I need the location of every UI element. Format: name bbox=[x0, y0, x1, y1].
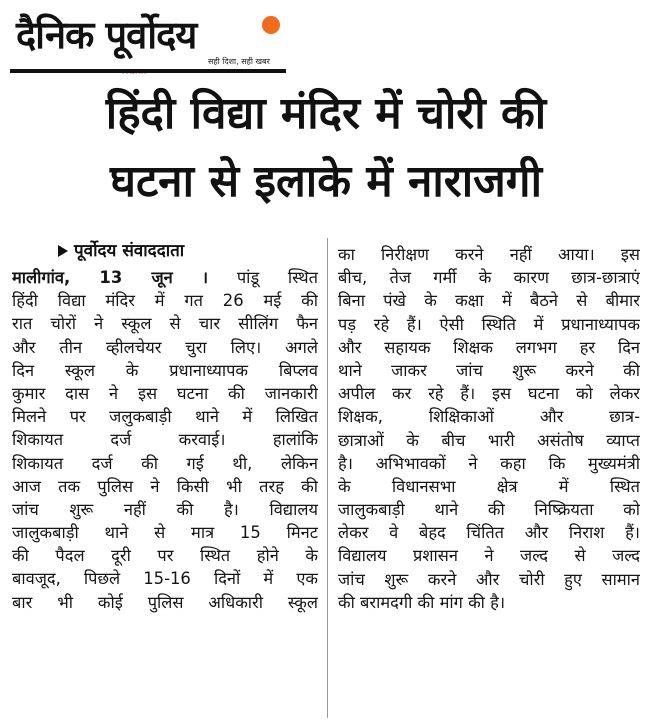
masthead bbox=[10, 6, 300, 72]
newspaper-logo: दैनिक पूर्वोदय bbox=[16, 13, 197, 57]
byline bbox=[58, 238, 184, 261]
article-line: जांच शुरू नहीं की है। विद्यालय bbox=[12, 499, 318, 519]
article-line: मालीगांव, 13 जून । पांडू स्थित bbox=[12, 268, 318, 287]
dateline: मालीगांव, 13 जून । bbox=[12, 268, 209, 287]
article-line: मिलने पर जलुकबाड़ी थाने में लिखित bbox=[12, 407, 318, 427]
article-column-1 bbox=[12, 266, 318, 614]
article-line: रात चोरों ने स्कूल से चार सीलिंग फैन bbox=[12, 314, 318, 334]
arrow-icon bbox=[58, 245, 68, 257]
headline bbox=[16, 80, 636, 216]
byline-text: पूर्वोदय संवाददाता bbox=[74, 241, 185, 261]
article-line: बावजूद, पिछले 15-16 दिनों में एक bbox=[12, 569, 318, 589]
article-line: शिक्षक, शिक्षिकाओं और छात्र- bbox=[338, 407, 640, 427]
headline-line-1: हिंदी विद्या मंदिर में चोरी की bbox=[105, 88, 547, 139]
article-line: हिंदी विद्या मंदिर में गत 26 मई की bbox=[12, 291, 318, 311]
article-line: छात्राओं के बीच भारी असंतोष व्याप्त bbox=[338, 430, 640, 450]
article-line: अपील कर रहे हैं। इस घटना को लेकर bbox=[338, 384, 640, 404]
article-line: दिन स्कूल के प्रधानाध्यापक बिप्लव bbox=[12, 360, 318, 380]
tagline: सही दिशा, सही खबर bbox=[208, 57, 270, 66]
article-line: शिकायत दर्ज करवाई। हालांकि bbox=[12, 430, 318, 450]
headline-line-2: घटना से इलाके में नाराजगी bbox=[110, 156, 542, 207]
sun-icon bbox=[262, 16, 280, 34]
article-line: और सहायक शिक्षक लगभग हर दिन bbox=[338, 337, 640, 357]
article-line: आज तक पुलिस ने किसी भी तरह की bbox=[12, 476, 318, 496]
article-line: की बरामदगी की मांग की है। bbox=[338, 592, 506, 612]
column-divider bbox=[327, 238, 328, 718]
masthead-rule bbox=[10, 69, 286, 73]
article-line: विद्यालय प्रशासन ने जल्द से जल्द bbox=[338, 546, 640, 566]
article-line: और तीन व्हीलचेयर चुरा लिए। अगले bbox=[12, 337, 318, 357]
article-line: के विधानसभा क्षेत्र में स्थित bbox=[338, 476, 640, 496]
article-line: बार भी कोई पुलिस अधिकारी स्कूल bbox=[12, 592, 318, 612]
article-line: बीच, तेज गर्मी के कारण छात्र-छात्राएं bbox=[338, 268, 640, 288]
article-line: पड़ रहे हैं। ऐसी स्थिति में प्रधानाध्यापक bbox=[338, 314, 640, 334]
article-line: जांच शुरू करने और चोरी हुए सामान bbox=[338, 569, 640, 589]
article-line: लेकर वे बेहद चिंतित और निराश हैं। bbox=[338, 523, 640, 543]
article-line: बिना पंखे के कक्षा में बैठने से बीमार bbox=[338, 291, 640, 311]
article-line: कुमार दास ने इस घटना की जानकारी bbox=[12, 383, 318, 403]
article-line: जालुकबाड़ी थाने की निष्क्रियता को bbox=[338, 500, 640, 520]
article-column-2 bbox=[338, 243, 640, 614]
article-line: थाने जाकर जांच शुरू करने की bbox=[338, 360, 640, 380]
article-line: का निरीक्षण करने नहीं आया। इस bbox=[338, 245, 640, 264]
article-line: की पैदल दूरी पर स्थित होने के bbox=[12, 546, 318, 566]
article-line: जालुकबाड़ी थाने से मात्र 15 मिनट bbox=[12, 523, 318, 543]
article-line: शिकायत दर्ज की गई थी, लेकिन bbox=[12, 453, 318, 473]
article-line: है। अभिभावकों ने कहा कि मुख्यमंत्री bbox=[338, 453, 640, 473]
